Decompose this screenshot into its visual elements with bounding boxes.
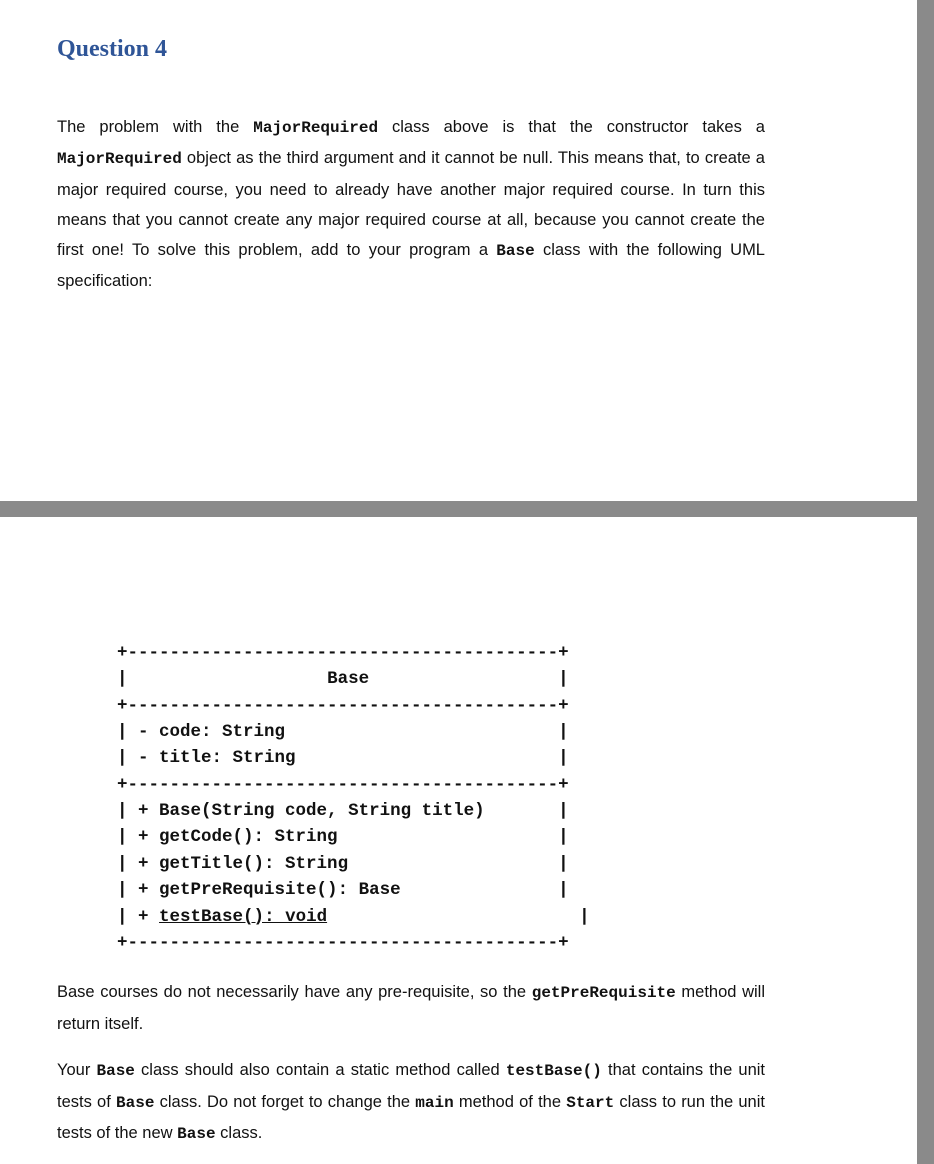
code-getprerequisite: getPreRequisite: [531, 984, 676, 1002]
prerequisite-paragraph: Base courses do not necessarily have any pre-requisite, so the getPreRequisite method will return itself.: [57, 983, 765, 1033]
uml-attribute: - code: String: [138, 722, 286, 742]
code-majorrequired: MajorRequired: [253, 119, 379, 137]
uml-bar-right: |: [558, 669, 569, 690]
code-main: main: [415, 1093, 454, 1112]
code-base: Base: [96, 1062, 135, 1080]
code-testbase: testBase(): [505, 1062, 602, 1080]
intro-paragraph: The problem with the MajorRequired class above is that the constructor takes a MajorRequired object as the third argument and it cannot be null. This means that, to create a major required course, you need to already have another major required course. In turn this means that you cannot create any major required course at all, because you cannot create the first one! To solve this problem, add to your program a Base class with the following UML specification:: [57, 118, 765, 291]
uml-method: + getTitle(): String: [138, 853, 349, 874]
testbase-paragraph: Your Base class should also contain a static method called testBase() that contains the unit tests of Base class. Do not forget to change the main method of the Start class to run the unit tests of the new Base class.: [57, 1061, 765, 1143]
uml-bar-left: |: [117, 669, 128, 690]
document-page-1: [0, 0, 917, 501]
uml-method: + Base(String code, String title): [138, 801, 485, 821]
uml-border: +-----------------------------------------+: [117, 695, 569, 716]
code-base: Base: [116, 1093, 155, 1112]
question-title: Question 4: [57, 36, 168, 62]
uml-attribute: - title: String: [138, 748, 296, 769]
code-majorrequired: MajorRequired: [57, 150, 182, 169]
uml-class-header: [117, 640, 569, 719]
code-base: Base: [496, 242, 535, 261]
uml-method: + getPreRequisite(): Base: [138, 880, 401, 901]
uml-static-method: testBase(): void: [159, 906, 328, 927]
uml-class-name: Base: [327, 669, 370, 690]
uml-method: + getCode(): String: [138, 827, 338, 848]
code-start: Start: [566, 1093, 615, 1112]
code-base: Base: [177, 1125, 216, 1143]
uml-methods: | + Base(String code, String title) | | + getCode(): String | | + getTitle(): String | | + getPreRequisite(): Base | | + testBase(): void | +-----------------------------------------+: [117, 801, 590, 954]
uml-border: +-----------------------------------------+: [117, 643, 569, 663]
uml-border: +-----------------------------------------+: [117, 933, 569, 954]
uml-border: +-----------------------------------------+: [117, 774, 569, 795]
uml-attributes: | - code: String | | - title: String | +-----------------------------------------+: [117, 722, 569, 795]
